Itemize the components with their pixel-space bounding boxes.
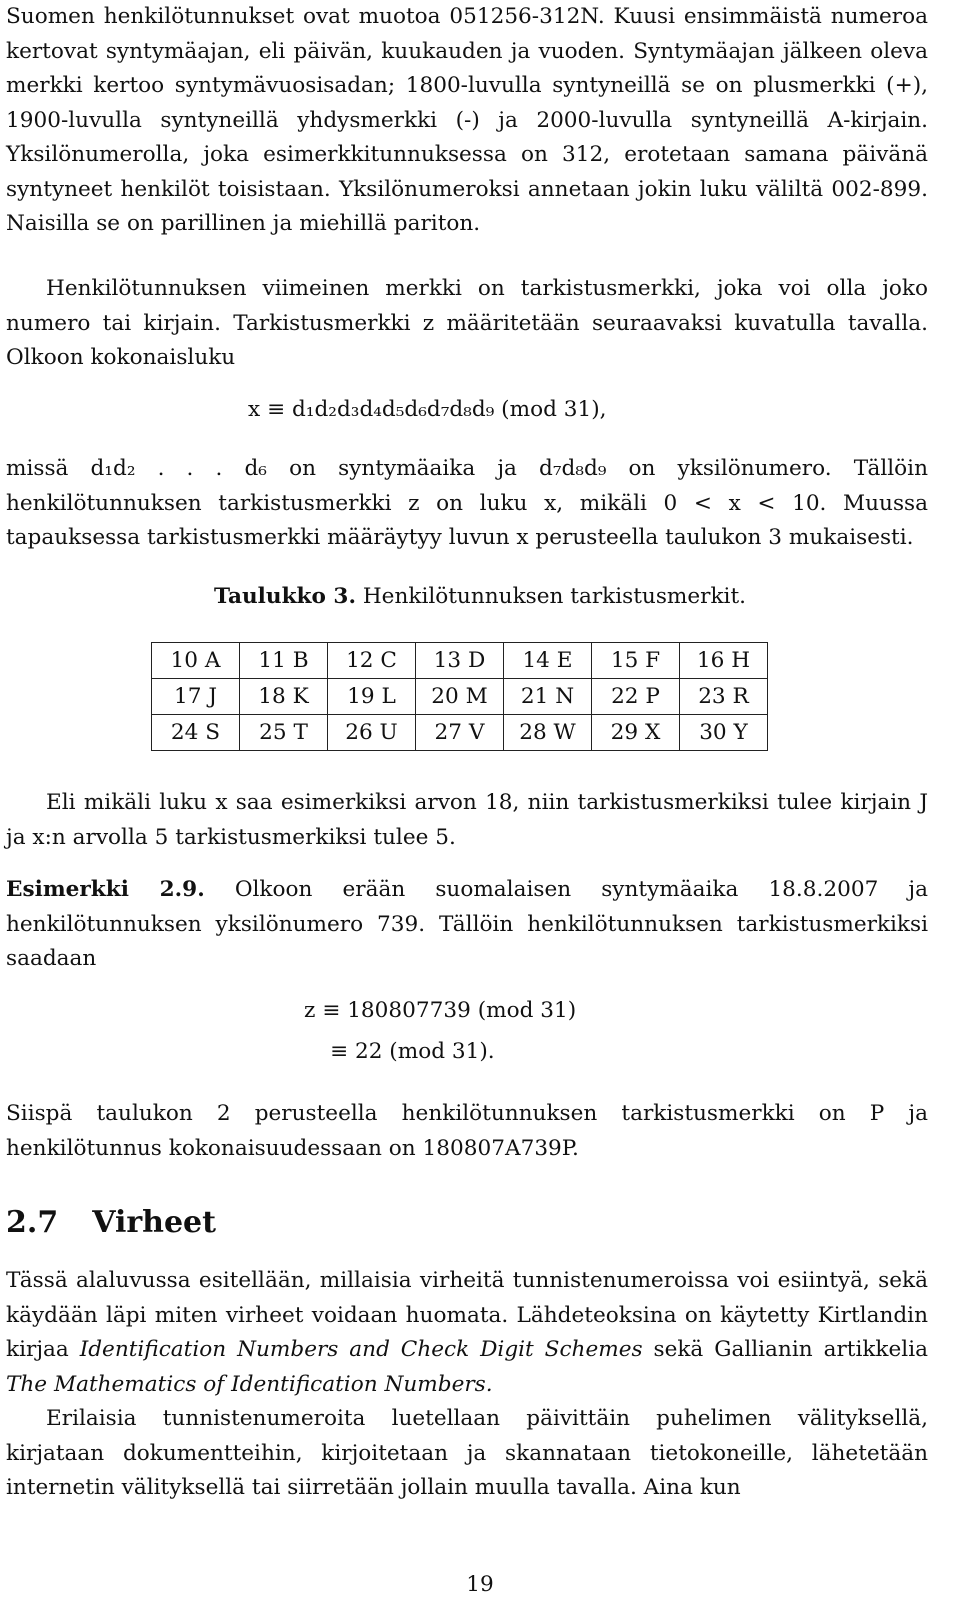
table-cell: 15 F (592, 643, 680, 679)
paragraph-henkilotunnus-format: Suomen henkilötunnukset ovat muotoa 051256-312N. Kuusi ensimmäistä numeroa kertovat syntymäajan, eli päivän, kuukauden ja vuoden. Syntymäajan jälkeen oleva merkki kertoo syntymävuosisadan; 1800-luvulla syntyneillä se on plusmerkki (+), 1900-luvulla syntyneillä yhdysmerkki (-) ja 2000-luvulla syntyneillä A-kirjain. Yksilönumerolla, joka esimerkkitunnuksessa on 312, erotetaan samana päivänä syntyneet henkilöt toisistaan. Yksilönumeroksi annetaan jokin luku väliltä 002-899. Naisilla se on parillinen ja miehillä pariton. (6, 4, 928, 236)
table-cell: 30 Y (680, 715, 768, 751)
table-caption-label: Taulukko 3. (213, 584, 356, 609)
section-heading (6, 1205, 216, 1240)
table-cell: 23 R (680, 679, 768, 715)
table-cell: 20 M (416, 679, 504, 715)
table-cell: 26 U (328, 715, 416, 751)
table-cell: 16 H (680, 643, 768, 679)
table-cell: 13 D (416, 643, 504, 679)
errors-intro-text: Tässä alaluvussa esitellään, millaisia virheitä tunnistenumeroissa voi esiintyä, sekä käydään läpi miten virheet voidaan huomata. Lähdeteoksina on käytetty Kirtlandin kirjaa (6, 1268, 928, 1362)
table-cell: 18 K (240, 679, 328, 715)
table-cell: 17 J (152, 679, 240, 715)
table-cell: 21 N (504, 679, 592, 715)
check-character-table (151, 642, 768, 751)
table-cell: 14 E (504, 643, 592, 679)
table-cell: 19 L (328, 679, 416, 715)
page-number: 19 (466, 1572, 494, 1597)
equation-example-line2: ≡ 22 (mod 31). (330, 1039, 495, 1064)
example-label: Esimerkki 2.9. (6, 877, 205, 902)
table-cell: 29 X (592, 715, 680, 751)
table-row (152, 679, 768, 715)
table-cell: 28 W (504, 715, 592, 751)
table-cell: 12 C (328, 643, 416, 679)
table-row (152, 715, 768, 751)
table-cell: 10 A (152, 643, 240, 679)
table-row (152, 643, 768, 679)
table-cell: 24 S (152, 715, 240, 751)
table-caption-text: Henkilötunnuksen tarkistusmerkit. (362, 584, 747, 609)
paragraph-example-2-9 (6, 873, 928, 977)
section-title: Virheet (92, 1205, 216, 1240)
example-text: Olkoon erään suomalaisen syntymäaika 18.8.2007 ja henkilötunnuksen yksilönumero 739. Tällöin henkilötunnuksen tarkistusmerkiksi saadaan (6, 877, 928, 971)
paragraph-table-example: Eli mikäli luku x saa esimerkiksi arvon 18, niin tarkistusmerkiksi tulee kirjain J ja x:n arvolla 5 tarkistusmerkiksi tulee 5. (6, 790, 928, 850)
paragraph-identification-numbers: Erilaisia tunnistenumeroita luetellaan päivittäin puhelimen välityksellä, kirjataan dokumentteihin, kirjoitetaan ja skannataan tietokoneille, lähetetään internetin välityksellä tai siirretään jollain muulla tavalla. Aina kun (6, 1406, 928, 1500)
table-cell: 11 B (240, 643, 328, 679)
equation-example-line1: z ≡ 180807739 (mod 31) (304, 998, 577, 1023)
section-number: 2.7 (6, 1205, 59, 1240)
paragraph-check-rule: missä d₁d₂ . . . d₆ on syntymäaika ja d₇d₈d₉ on yksilönumero. Tällöin henkilötunnuksen tarkistusmerkki z on luku x, mikäli 0 < x < 10. Muussa tapauksessa tarkistusmerkki määräytyy luvun x perusteella taulukon 3 mukaisesti. (6, 456, 928, 550)
article-title: The Mathematics of Identification Numbers. (6, 1371, 493, 1397)
table-cell: 25 T (240, 715, 328, 751)
paragraph-errors-intro (6, 1264, 928, 1402)
book-title: Identification Numbers and Check Digit Schemes (79, 1337, 643, 1362)
equation-checksum: x ≡ d₁d₂d₃d₄d₅d₆d₇d₈d₉ (mod 31), (248, 397, 607, 422)
paragraph-check-character: Henkilötunnuksen viimeinen merkki on tarkistusmerkki, joka voi olla joko numero tai kirjain. Tarkistusmerkki z määritetään seuraavaksi kuvatulla tavalla. Olkoon kokonaisluku (6, 276, 928, 370)
table-cell: 22 P (592, 679, 680, 715)
errors-intro-mid: sekä Gallianin artikkelia (653, 1337, 928, 1362)
table-cell: 27 V (416, 715, 504, 751)
paragraph-example-result: Siispä taulukon 2 perusteella henkilötunnuksen tarkistusmerkki on P ja henkilötunnus kokonaisuudessaan on 180807A739P. (6, 1101, 928, 1161)
table-caption (0, 584, 960, 609)
